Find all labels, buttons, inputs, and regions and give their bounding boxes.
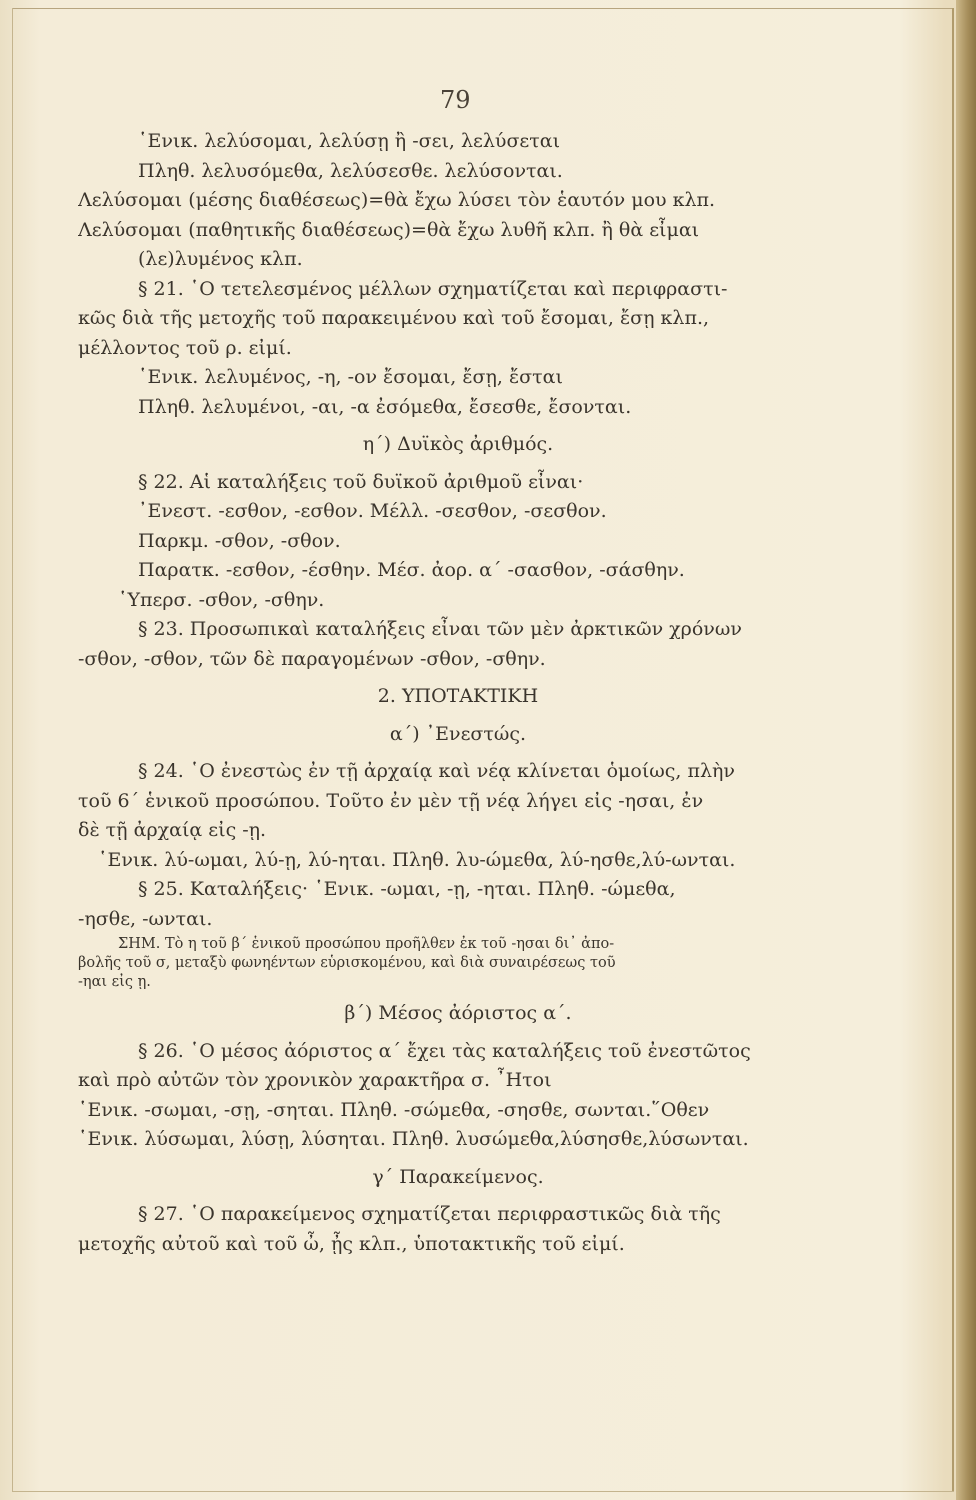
page-border-right <box>952 8 954 1492</box>
page-border-top <box>12 8 954 9</box>
heading-present: α΄) ᾿Ενεστώς. <box>389 722 527 745</box>
text-line: τοῦ 6΄ ἑνικοῦ προσώπου. Τοῦτο ἐν μὲν τῇ νέᾳ λήγει εἰς -ησαι, ἐν <box>78 789 704 812</box>
heading-dual-number: η΄) Δυϊκὸς ἀριθμός. <box>362 433 554 455</box>
text-line: δὲ τῇ ἀρχαίᾳ εἰς -ῃ. <box>78 819 267 841</box>
heading-middle-aorist: β΄) Μέσος ἀόριστος α΄. <box>344 1002 572 1024</box>
section-23: § 23. Προσωπικαὶ καταλήξεις εἶναι τῶν μὲν ἀρκτικῶν χρόνων <box>138 618 742 640</box>
page-border-left <box>12 8 13 1492</box>
text-line: ῾Ενικ. λύ-ωμαι, λύ-ῃ, λύ-ηται. Πληθ. λυ-ώμεθα, λύ-ησθε,λύ-ωνται. <box>98 848 736 871</box>
section-25: § 25. Καταλήξεις· ῾Ενικ. -ωμαι, -ῃ, -ηται. Πληθ. -ώμεθα, <box>138 878 676 900</box>
section-21: § 21. ῾Ο τετελεσμένος μέλλων σχηματίζεται καὶ περιφραστι- <box>138 277 728 300</box>
page-border-bottom <box>12 1491 954 1492</box>
text-line: ᾿Ενεστ. -εσθον, -εσθον. Μέλλ. -σεσθον, -σεσθον. <box>138 500 607 522</box>
section-26: § 26. ῾Ο μέσος ἀόριστος α΄ ἔχει τὰς καταλήξεις τοῦ ἐνεστῶτος <box>138 1039 751 1062</box>
body-text <box>78 128 838 1260</box>
text-line: κῶς διὰ τῆς μετοχῆς τοῦ παρακειμένου καὶ τοῦ ἔσομαι, ἔσῃ κλπ., <box>78 307 710 329</box>
text-line: μέλλοντος τοῦ ρ. εἰμί. <box>78 336 292 359</box>
text-line: ῾Υπερσ. -σθον, -σθην. <box>118 588 325 611</box>
text-line: ῾Ενικ. λελύσομαι, λελύσῃ ἢ -σει, λελύσεται <box>138 130 561 152</box>
text-line: Λελύσομαι (μέσης διαθέσεως)=θὰ ἔχω λύσει τὸν ἑαυτόν μου κλπ. <box>78 189 716 211</box>
section-24: § 24. ῾Ο ἐνεστὼς ἐν τῇ ἀρχαίᾳ καὶ νέᾳ κλίνεται ὁμοίως, πλὴν <box>138 760 735 782</box>
book-binding-edge <box>956 0 976 1500</box>
text-line: (λε)λυμένος κλπ. <box>138 248 303 270</box>
note-line: ΣΗΜ. Τὸ η τοῦ β΄ ἑνικοῦ προσώπου προῆλθεν ἐκ τοῦ -ησαι δι᾿ ἀπο- <box>118 936 615 952</box>
note-line: βολῆς τοῦ σ, μεταξὺ φωνηέντων εὑρισκομένου, καὶ διὰ συναιρέσεως τοῦ <box>78 955 616 971</box>
text-line: Παρκμ. -σθον, -σθον. <box>138 529 341 552</box>
text-line: -ησθε, -ωνται. <box>78 907 213 930</box>
heading-perfect: γ΄ Παρακείμενος. <box>372 1165 544 1188</box>
text-line: Παρατκ. -εσθον, -έσθην. Μέσ. ἀορ. α΄ -σασθον, -σάσθην. <box>138 559 685 581</box>
text-line: ῾Ενικ. -σωμαι, -σῃ, -σηται. Πληθ. -σώμεθα, -σησθε, σωνται.῞Οθεν <box>78 1098 710 1121</box>
section-27: § 27. ῾Ο παρακείμενος σχηματίζεται περιφραστικῶς διὰ τῆς <box>138 1203 721 1225</box>
text-line: καὶ πρὸ αὐτῶν τὸν χρονικὸν χαρακτῆρα σ. ῏Ητοι <box>78 1069 552 1091</box>
page-number: 79 <box>440 86 471 114</box>
text-line: Πληθ. λελυσόμεθα, λελύσεσθε. λελύσονται. <box>138 159 563 182</box>
text-line: μετοχῆς αὐτοῦ καὶ τοῦ ὦ, ᾖς κλπ., ὑποτακτικῆς τοῦ εἰμί. <box>78 1232 625 1255</box>
text-line: Πληθ. λελυμένοι, -αι, -α ἐσόμεθα, ἔσεσθε, ἔσονται. <box>138 395 632 418</box>
text-line: ῾Ενικ. λύσωμαι, λύσῃ, λύσηται. Πληθ. λυσώμεθα,λύσησθε,λύσωνται. <box>78 1128 749 1150</box>
note-line: -ηαι εἰς ῃ. <box>78 974 151 990</box>
text-line: ῾Ενικ. λελυμένος, -η, -ον ἔσομαι, ἔσῃ, ἔσται <box>138 366 563 388</box>
section-22: § 22. Αἱ καταλήξεις τοῦ δυϊκοῦ ἀριθμοῦ εἶναι· <box>138 470 584 493</box>
text-line: Λελύσομαι (παθητικῆς διαθέσεως)=θὰ ἔχω λυθῆ κλπ. ἢ θὰ εἶμαι <box>78 218 700 241</box>
heading-subjunctive: 2. ΥΠΟΤΑΚΤΙΚΗ <box>377 685 539 707</box>
text-line: -σθον, -σθον, τῶν δὲ παραγομένων -σθον, -σθην. <box>78 647 546 670</box>
